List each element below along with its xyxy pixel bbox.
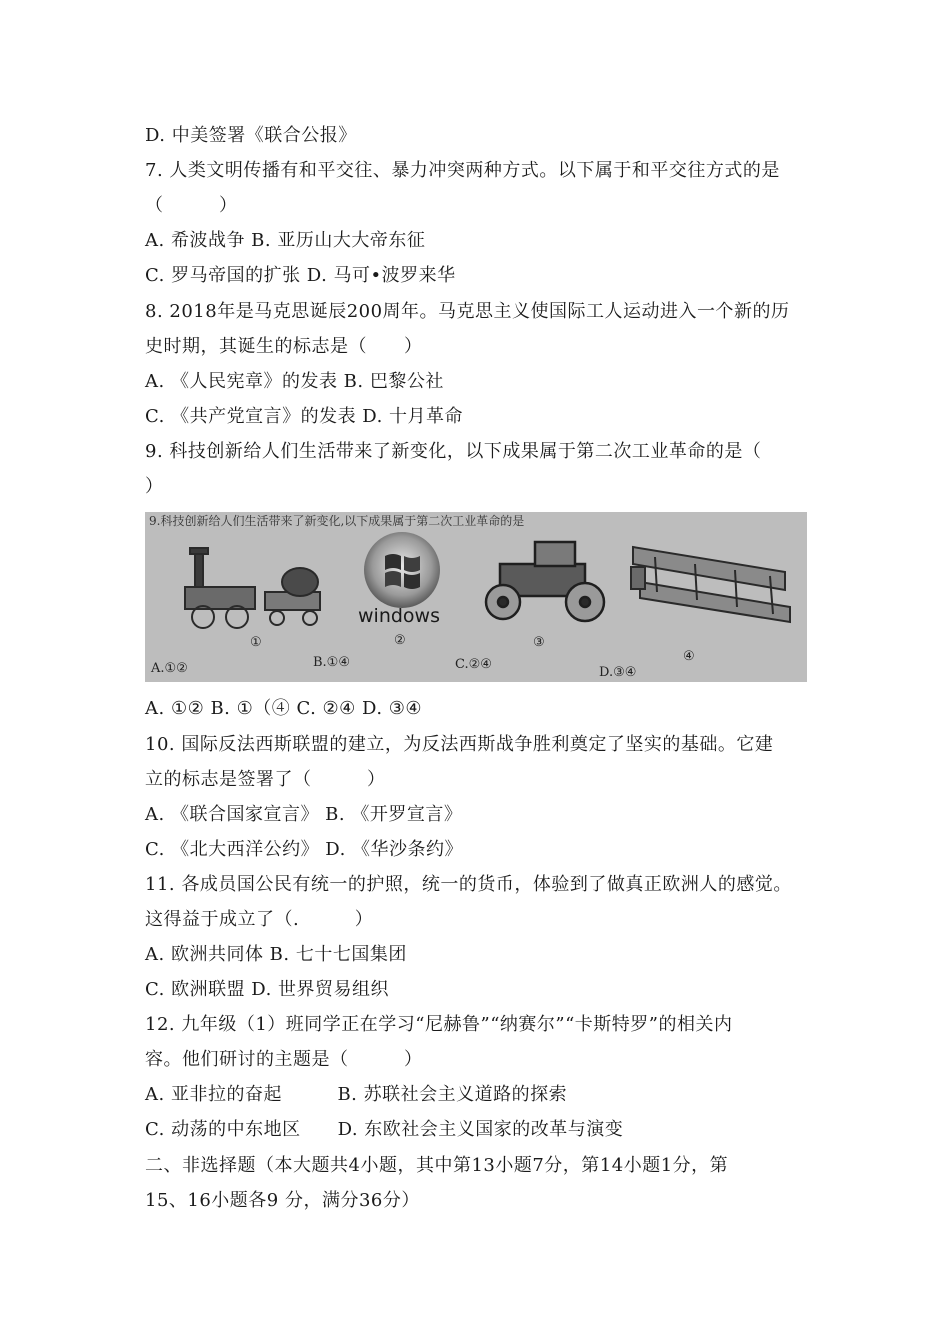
q7-stem-line-1: 7. 人类文明传播有和平交往、暴力冲突两种方式。以下属于和平交往方式的是	[145, 160, 780, 181]
q12-stem-line-2: 容。他们研讨的主题是（ ）	[145, 1049, 423, 1070]
q12-options-ab: A. 亚非拉的奋起 B. 苏联社会主义道路的探索	[145, 1084, 568, 1105]
q10-options-ab: A. 《联合国家宣言》 B. 《开罗宣言》	[145, 804, 463, 825]
q9-stem-line-1: 9. 科技创新给人们生活带来了新变化，以下成果属于第二次工业革命的是（	[145, 441, 762, 462]
figure-label-3: ③	[533, 635, 545, 650]
windows-logo-illustration	[364, 532, 440, 608]
section-2-heading-line-1: 二、非选择题（本大题共4小题，其中第13小题7分，第14小题1分，第	[145, 1155, 729, 1176]
q9-stem-line-2: ）	[145, 476, 164, 497]
q9-options: A. ①② B. ①（④ C. ②④ D. ③④	[145, 698, 423, 719]
q10-stem-line-2: 立的标志是签署了（ ）	[145, 769, 386, 790]
q7-stem-line-2: （ ）	[145, 195, 238, 216]
figure-caption-text: 9.科技创新给人们生活带来了新变化,以下成果属于第二次工业革命的是	[149, 514, 525, 528]
q7-options-ab: A. 希波战争 B. 亚历山大大帝东征	[145, 230, 426, 251]
q8-options-cd: C. 《共产党宣言》的发表 D. 十月革命	[145, 406, 464, 427]
figure-label-4: ④	[683, 649, 695, 664]
figure-option-a: A.①②	[151, 661, 188, 676]
q10-options-cd: C. 《北大西洋公约》 D. 《华沙条约》	[145, 839, 464, 860]
q11-options-cd: C. 欧洲联盟 D. 世界贸易组织	[145, 979, 390, 1000]
q8-stem-line-1: 8. 2018年是马克思诞辰200周年。马克思主义使国际工人运动进入一个新的历	[145, 301, 790, 322]
figure-option-b: B.①④	[313, 655, 350, 670]
figure-label-2: ②	[394, 633, 406, 648]
q12-stem-line-1: 12. 九年级（1）班同学正在学习“尼赫鲁”“纳赛尔”“卡斯特罗”的相关内	[145, 1014, 733, 1035]
q6-option-d: D. 中美签署《联合公报》	[145, 125, 357, 146]
q8-stem-line-2: 史时期，其诞生的标志是（ ）	[145, 336, 423, 357]
q11-stem-line-1: 11. 各成员国公民有统一的护照，统一的货币，体验到了做真正欧洲人的感觉。	[145, 874, 792, 895]
figure-label-1: ①	[250, 635, 262, 650]
q8-options-ab: A. 《人民宪章》的发表 B. 巴黎公社	[145, 371, 444, 392]
q7-options-cd: C. 罗马帝国的扩张 D. 马可•波罗来华	[145, 265, 456, 286]
section-2-heading-line-2: 15、16小题各9 分，满分36分）	[145, 1190, 420, 1211]
q9-figure-photo	[145, 512, 807, 682]
windows-label: windows	[358, 605, 440, 627]
q12-options-cd: C. 动荡的中东地区 D. 东欧社会主义国家的改革与演变	[145, 1119, 624, 1140]
figure-option-c: C.②④	[455, 657, 492, 672]
figure-option-d: D.③④	[599, 665, 637, 680]
q10-stem-line-1: 10. 国际反法西斯联盟的建立，为反法西斯战争胜利奠定了坚实的基础。它建	[145, 734, 774, 755]
q11-options-ab: A. 欧洲共同体 B. 七十七国集团	[145, 944, 407, 965]
q11-stem-line-2: 这得益于成立了（. ）	[145, 909, 374, 930]
